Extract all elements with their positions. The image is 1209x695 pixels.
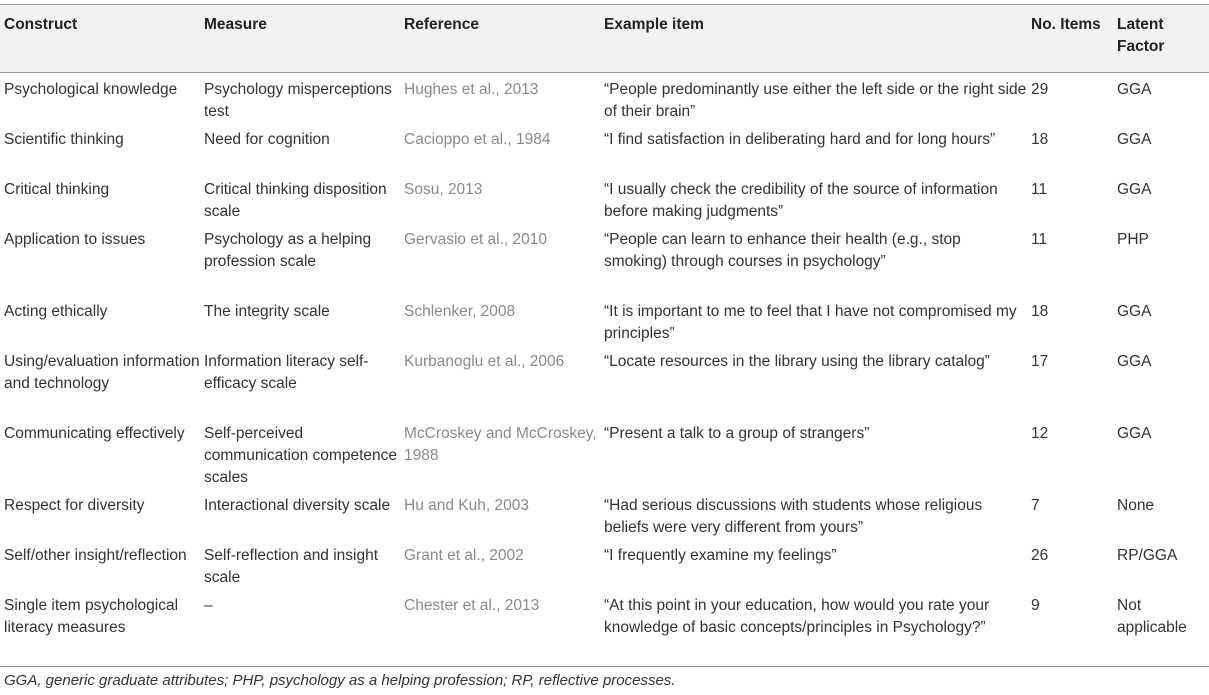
table-row	[0, 123, 1209, 173]
construct-cell: Using/evaluation information and technology	[4, 353, 200, 392]
no-items-cell: 12	[1031, 425, 1049, 442]
reference-cell: Hu and Kuh, 2003	[404, 497, 529, 514]
no-items-cell: 18	[1031, 131, 1049, 148]
header-example-item: Example item	[604, 16, 704, 33]
reference-cell: McCroskey and McCroskey, 1988	[404, 425, 597, 464]
measure-cell: Information literacy self-efficacy scale	[204, 353, 369, 392]
reference-cell: Chester et al., 2013	[404, 597, 540, 614]
measures-table	[0, 4, 1209, 661]
construct-cell: Self/other insight/reflection	[4, 547, 187, 564]
construct-cell: Critical thinking	[4, 181, 110, 198]
reference-cell: Sosu, 2013	[404, 181, 483, 198]
latent-factor-cell: GGA	[1117, 425, 1152, 442]
example-item-cell: “I frequently examine my feelings”	[604, 547, 837, 564]
construct-cell: Communicating effectively	[4, 425, 185, 442]
table-row	[0, 223, 1209, 295]
no-items-cell: 17	[1031, 353, 1049, 370]
example-item-cell: “I usually check the credibility of the source of information before making judgments”	[604, 181, 998, 220]
latent-factor-cell: GGA	[1117, 131, 1152, 148]
example-item-cell: “It is important to me to feel that I have not compromised my principles”	[604, 303, 1017, 342]
table-row	[0, 295, 1209, 345]
latent-factor-cell: RP/GGA	[1117, 547, 1178, 564]
reference-cell: Hughes et al., 2013	[404, 81, 539, 98]
construct-cell: Application to issues	[4, 231, 146, 248]
measure-cell: Self-perceived communication competence scales	[204, 425, 397, 486]
example-item-cell: “Locate resources in the library using the library catalog”	[604, 353, 990, 370]
measure-cell: The integrity scale	[204, 303, 330, 320]
reference-cell: Schlenker, 2008	[404, 303, 516, 320]
construct-cell: Single item psychological literacy measures	[4, 597, 179, 636]
measure-cell: Psychology as a helping profession scale	[204, 231, 372, 270]
measure-cell: –	[204, 597, 213, 614]
measure-cell: Critical thinking disposition scale	[204, 181, 387, 220]
no-items-cell: 11	[1031, 231, 1048, 248]
measure-cell: Interactional diversity scale	[204, 497, 391, 514]
header-construct: Construct	[4, 16, 78, 33]
table-row	[0, 173, 1209, 223]
no-items-cell: 29	[1031, 81, 1049, 98]
table-row	[0, 539, 1209, 589]
no-items-cell: 7	[1031, 497, 1040, 514]
header-row	[0, 5, 1209, 73]
latent-factor-cell: GGA	[1117, 353, 1152, 370]
example-item-cell: “Had serious discussions with students whose religious beliefs were very different from yours”	[604, 497, 983, 536]
measure-cell: Self-reflection and insight scale	[204, 547, 379, 586]
table-row	[0, 345, 1209, 417]
latent-factor-cell: GGA	[1117, 181, 1152, 198]
table-footnote: GGA, generic graduate attributes; PHP, psychology as a helping profession; RP, reflective processes.	[4, 672, 676, 689]
construct-cell: Psychological knowledge	[4, 81, 178, 98]
latent-factor-cell: PHP	[1117, 231, 1149, 248]
latent-factor-cell: None	[1117, 497, 1155, 514]
header-measure: Measure	[204, 16, 267, 33]
table-row	[0, 589, 1209, 661]
reference-cell: Grant et al., 2002	[404, 547, 524, 564]
no-items-cell: 18	[1031, 303, 1049, 320]
reference-cell: Gervasio et al., 2010	[404, 231, 548, 248]
construct-cell: Scientific thinking	[4, 131, 124, 148]
header-no-items: No. Items	[1031, 16, 1101, 33]
table-row	[0, 417, 1209, 489]
table-row	[0, 73, 1209, 124]
example-item-cell: “I find satisfaction in deliberating hard and for long hours”	[604, 131, 996, 148]
table-row	[0, 489, 1209, 539]
measure-cell: Need for cognition	[204, 131, 330, 148]
reference-cell: Cacioppo et al., 1984	[404, 131, 551, 148]
table-bottom-rule	[0, 666, 1209, 667]
example-item-cell: “People predominantly use either the left side or the right side of their brain”	[604, 81, 1027, 120]
no-items-cell: 9	[1031, 597, 1040, 614]
construct-cell: Acting ethically	[4, 303, 108, 320]
no-items-cell: 26	[1031, 547, 1049, 564]
no-items-cell: 11	[1031, 181, 1048, 198]
measure-cell: Psychology misperceptions test	[204, 81, 392, 120]
latent-factor-cell: GGA	[1117, 303, 1152, 320]
example-item-cell: “Present a talk to a group of strangers”	[604, 425, 870, 442]
example-item-cell: “At this point in your education, how would you rate your knowledge of basic concepts/principles in Psychology?”	[604, 597, 990, 636]
latent-factor-cell: Not applicable	[1117, 597, 1187, 636]
latent-factor-cell: GGA	[1117, 81, 1152, 98]
header-latent-factor: Latent Factor	[1117, 16, 1165, 55]
example-item-cell: “People can learn to enhance their health (e.g., stop smoking) through courses in psychology”	[604, 231, 961, 270]
reference-cell: Kurbanoglu et al., 2006	[404, 353, 565, 370]
header-reference: Reference	[404, 16, 479, 33]
construct-cell: Respect for diversity	[4, 497, 145, 514]
